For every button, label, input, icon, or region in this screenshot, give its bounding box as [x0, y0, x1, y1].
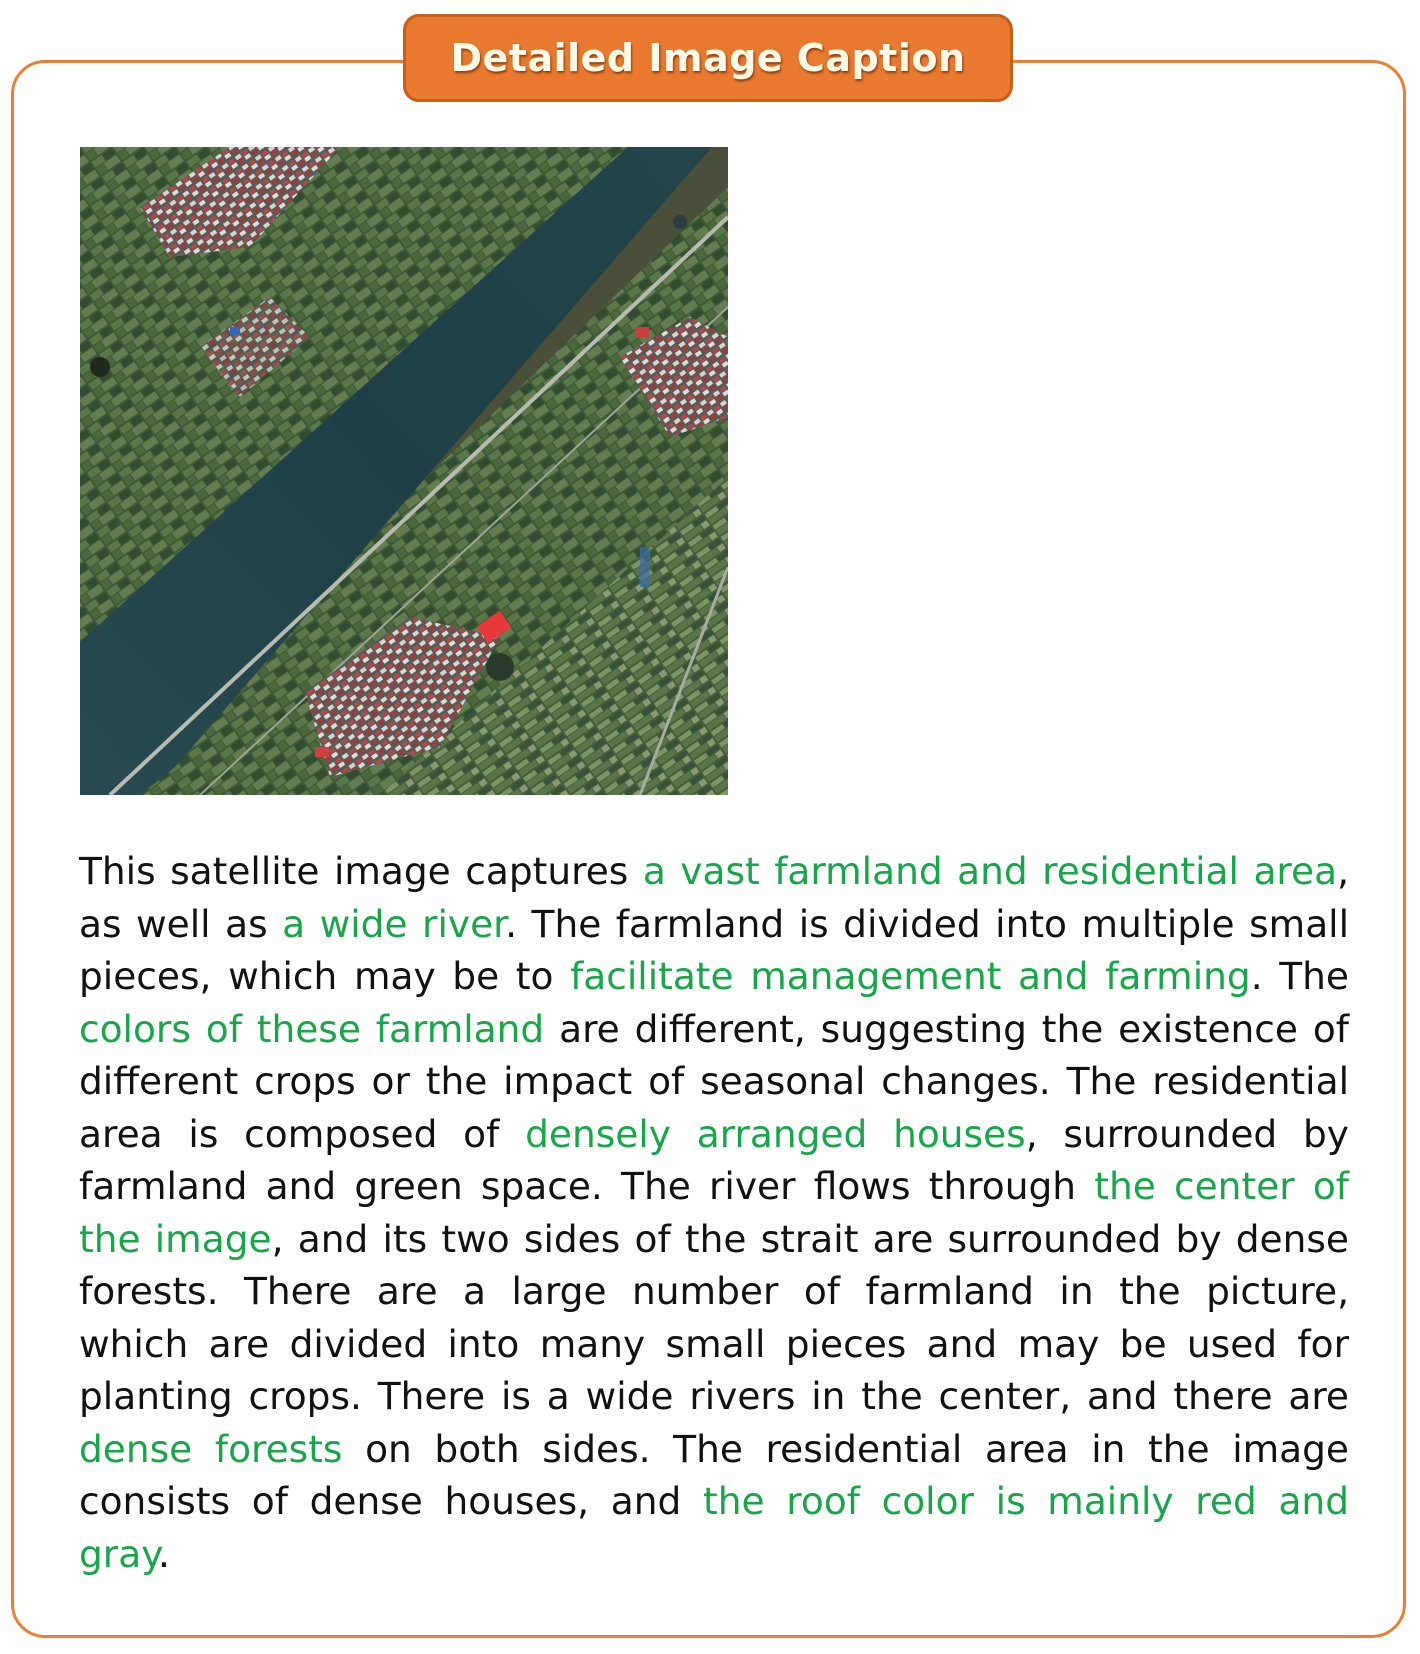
caption-highlight: a wide river	[282, 901, 506, 946]
caption-highlight: colors of these farmland	[79, 1006, 545, 1051]
caption-highlight: facilitate management and farming	[570, 954, 1251, 998]
satellite-image	[80, 147, 728, 795]
caption-highlight: a vast farmland and residential area	[642, 849, 1338, 893]
caption-segment: , surrounded by farmland and green space. The river flows through	[79, 1111, 1349, 1208]
caption-highlight: the center of the image	[79, 1164, 1349, 1261]
caption-segment: are different, suggesting the existence of different crops or the impact of seasonal changes. The residential area is composed of	[79, 1006, 1349, 1156]
title-badge	[403, 14, 1013, 102]
caption-highlight: dense forests	[79, 1426, 343, 1471]
caption-segment: This satellite image captures	[79, 849, 643, 893]
caption-segment: .	[158, 1531, 170, 1576]
caption-highlight: the roof color is mainly red and gray	[79, 1479, 1350, 1576]
caption-text	[79, 845, 1349, 1580]
page-title: Detailed Image Caption	[450, 36, 966, 80]
caption-segment: on both sides. The residential area in the image consists of dense houses, and	[79, 1426, 1349, 1523]
caption-segment: . The	[1250, 954, 1349, 998]
caption-segment: , as well as	[79, 849, 1349, 946]
caption-segment: , and its two sides of the strait are surrounded by dense forests. There are a large number of farmland in the picture, which are divided into many small pieces and may be used for planting crops. There is a wide rivers in the center, and there are	[79, 1216, 1350, 1418]
caption-segment: . The farmland is divided into multiple small pieces, which may be to	[79, 901, 1350, 998]
caption-highlight: densely arranged houses	[525, 1111, 1026, 1156]
